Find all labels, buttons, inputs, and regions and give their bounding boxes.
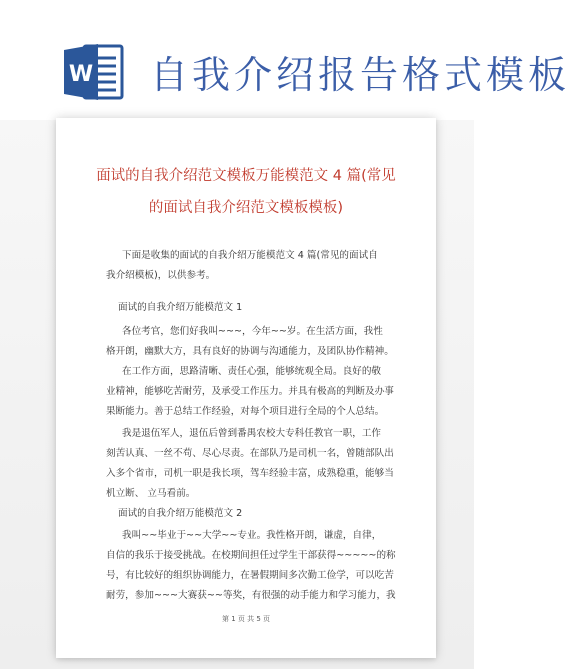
section-heading-1: 面试的自我介绍万能模范文 1: [118, 302, 243, 313]
header-banner: [0, 0, 570, 120]
body-line: 我叫~~毕业于~~大学~~专业。我性格开朗，谦虚，自律，: [122, 530, 382, 541]
body-line: 机立断、 立马看前。: [106, 488, 196, 499]
body-line: 我是退伍军人，退伍后曾到番禺农校大专科任教官一职，工作: [122, 428, 382, 439]
body-line: 各位考官，您们好我叫~~~，今年~~岁。在生活方面，我性: [122, 326, 383, 337]
body-line: 刻苦认真、一丝不苟、尽心尽责。在部队乃是司机一名，曾随部队出: [106, 448, 394, 459]
body-line: 业精神，能够吃苦耐劳，及承受工作压力。并具有极高的判断及办事: [106, 386, 394, 397]
intro-line: 我介绍模板)，以供参考。: [106, 270, 216, 281]
document-page: [56, 118, 436, 658]
body-line: 格开朗，幽默大方，具有良好的协调与沟通能力，及团队协作精神。: [106, 346, 394, 357]
body-line: 自信的我乐于接受挑战。在校期间担任过学生干部获得~~~~~的称: [106, 550, 396, 561]
word-icon-letter: W: [68, 62, 94, 87]
body-line: 入多个省市，司机一职是我长项，驾车经验丰富，成熟稳重，能够当: [106, 468, 394, 479]
body-line: 耐劳，参加~~~大赛获~~等奖，有很强的动手能力和学习能力，我: [106, 590, 396, 601]
body-line: 在工作方面，思路清晰、责任心强，能够统观全局。良好的敬: [122, 366, 382, 377]
body-line: 果断能力。善于总结工作经验，对每个项目进行全局的个人总结。: [106, 406, 385, 417]
banner-title: 自我介绍报告格式模板: [150, 53, 570, 97]
intro-line: 下面是收集的面试的自我介绍万能模范文 4 篇(常见的面试自: [122, 250, 378, 261]
document-title-line-1: 面试的自我介绍范文模板万能模范文 4 篇(常见: [96, 168, 396, 184]
body-line: 号，有比较好的组织协调能力，在暑假期间多次勤工俭学，可以吃苦: [106, 570, 394, 581]
word-doc-icon: [62, 40, 126, 104]
page-footer: 第 1 页 共 5 页: [221, 615, 271, 623]
document-title-line-2: 的面试自我介绍范文模板模板): [148, 200, 344, 216]
section-heading-2: 面试的自我介绍万能模范文 2: [118, 508, 243, 519]
